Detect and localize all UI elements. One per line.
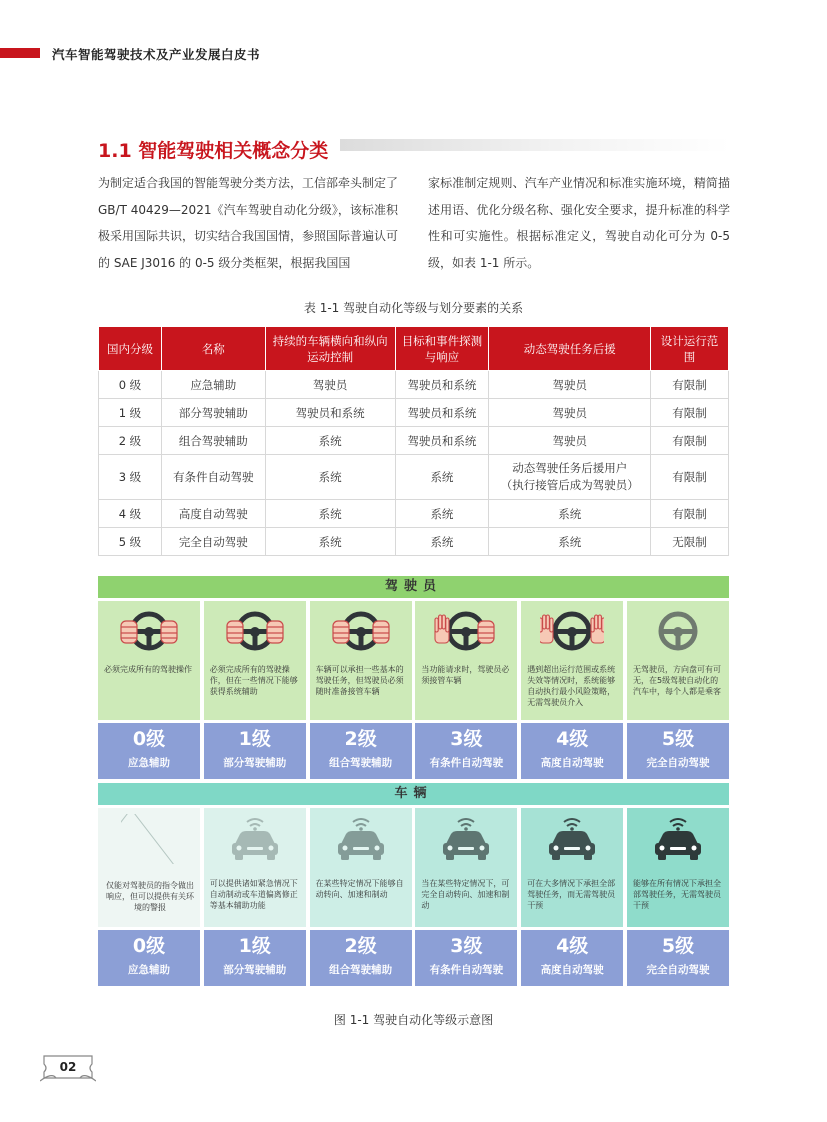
level-number: 5级 <box>661 935 695 957</box>
table-cell: 应急辅助 <box>161 371 265 399</box>
table-cell: 驾驶员和系统 <box>395 371 489 399</box>
table-header-cell: 目标和事件探测与响应 <box>395 327 489 371</box>
level-number: 5级 <box>661 728 695 750</box>
level-name: 高度自动驾驶 <box>540 964 604 976</box>
table-row <box>99 399 729 427</box>
table-cell: 系统 <box>265 500 395 528</box>
document-title: 汽车智能驾驶技术及产业发展白皮书 <box>52 47 261 62</box>
page-number: 02 <box>59 1060 77 1074</box>
vehicle-card <box>204 808 306 927</box>
table-cell: 有限制 <box>651 371 729 399</box>
level-number: 3级 <box>450 728 483 750</box>
table-cell: 高度自动驾驶 <box>161 500 265 528</box>
vehicle-card-text: 仅能对驾驶员的指令做出响应，但可以提供有关环境的警报 <box>106 881 194 912</box>
table-cell: 动态驾驶任务后援用户 （执行接管后成为驾驶员） <box>489 455 651 500</box>
vehicle-level-tile <box>98 930 200 986</box>
table-cell: 0 级 <box>99 371 162 399</box>
level-name: 应急辅助 <box>128 964 170 976</box>
driver-card-text: 遇到超出运行范围或系统失效等情况时，系统能够自动执行最小风险策略，无需驾驶员介入 <box>527 665 616 707</box>
table-cell: 3 级 <box>99 455 162 500</box>
vehicle-level-row <box>98 930 729 986</box>
driver-card <box>415 601 517 720</box>
table-cell: 有限制 <box>651 455 729 500</box>
section-title-underline <box>340 139 730 151</box>
level-name: 有条件自动驾驶 <box>429 757 504 769</box>
fallback-note: （执行接管后成为驾驶员） <box>500 478 639 492</box>
vehicle-card-text: 可在大多情况下承担全部驾驶任务，而无需驾驶员干预 <box>527 879 616 910</box>
driver-level-tile <box>415 723 517 779</box>
driver-card-text: 当功能请求时，驾驶员必须接管车辆 <box>421 665 510 685</box>
level-number: 2级 <box>344 728 377 750</box>
vehicle-level-tile <box>415 930 517 986</box>
table-cell: 5 级 <box>99 528 162 556</box>
level-number: 4级 <box>556 935 589 957</box>
vehicle-level-tile <box>521 930 623 986</box>
driver-level-tile <box>521 723 623 779</box>
steering-wheel-icon <box>329 607 393 657</box>
steering-wheel-icon <box>434 607 498 657</box>
connected-car-icon <box>650 814 706 868</box>
table-cell: 系统 <box>395 500 489 528</box>
driver-level-row <box>98 723 729 779</box>
vehicle-card <box>521 808 623 927</box>
table-row <box>99 427 729 455</box>
table-cell: 驾驶员和系统 <box>265 399 395 427</box>
connected-car-icon <box>438 814 494 868</box>
level-number: 3级 <box>450 935 483 957</box>
level-name: 高度自动驾驶 <box>540 757 604 769</box>
table-cell: 驾驶员 <box>265 371 395 399</box>
vehicle-card <box>415 808 517 927</box>
connected-car-icon <box>227 814 283 868</box>
table-cell: 有限制 <box>651 427 729 455</box>
figure-caption: 图 1-1 驾驶自动化等级示意图 <box>333 1013 494 1027</box>
vehicle-card <box>98 808 200 927</box>
table-cell: 1 级 <box>99 399 162 427</box>
vehicle-card <box>627 808 729 927</box>
vehicle-card-text: 可以提供诸如紧急情况下自动制动或车道偏离修正等基本辅助功能 <box>209 879 298 910</box>
automation-level-table <box>98 326 729 556</box>
level-name: 完全自动驾驶 <box>646 757 710 769</box>
table-cell: 驾驶员 <box>489 427 651 455</box>
vehicle-band: 车辆 <box>98 783 729 805</box>
level-name: 部分驾驶辅助 <box>223 964 287 976</box>
driver-card <box>627 601 729 720</box>
table-cell: 系统 <box>395 455 489 500</box>
level-number: 0级 <box>132 728 166 750</box>
table-cell: 4 级 <box>99 500 162 528</box>
level-name: 组合驾驶辅助 <box>329 964 393 976</box>
driver-card <box>204 601 306 720</box>
level-name: 部分驾驶辅助 <box>223 757 287 769</box>
level-name: 有条件自动驾驶 <box>429 964 504 976</box>
driver-level-tile <box>98 723 200 779</box>
vehicle-level-tile <box>310 930 412 986</box>
level-number: 1级 <box>238 935 271 957</box>
steering-wheel-icon <box>117 607 181 657</box>
table-header-cell: 持续的车辆横向和纵向运动控制 <box>265 327 395 371</box>
table-cell: 系统 <box>489 500 651 528</box>
table-row <box>99 455 729 500</box>
table-cell: 有限制 <box>651 500 729 528</box>
level-name: 完全自动驾驶 <box>646 964 710 976</box>
steering-wheel-icon <box>540 607 604 657</box>
level-number: 2级 <box>344 935 377 957</box>
level-number: 0级 <box>132 935 166 957</box>
driver-level-tile <box>627 723 729 779</box>
level-number: 4级 <box>556 728 589 750</box>
driver-card-row <box>98 601 729 720</box>
connected-car-icon <box>544 814 600 868</box>
table-cell: 系统 <box>265 455 395 500</box>
vehicle-card-text: 在某些特定情况下能够自动转向、加速和制动 <box>315 879 404 899</box>
driver-card <box>310 601 412 720</box>
table-cell: 有限制 <box>651 399 729 427</box>
table-cell: 2 级 <box>99 427 162 455</box>
vehicle-card-text: 当在某些特定情况下，可完全自动转向、加速和制动 <box>421 879 510 910</box>
vehicle-card <box>310 808 412 927</box>
body-paragraph-left: 为制定适合我国的智能驾驶分类方法，工信部牵头制定了 GB/T 40429—2021《汽车驾驶自动化分级》，该标准积极采用国际共识，切实结合我国国情，参照国际普遍认可的 SAE J3016 的 0-5 级分类框架，根据我国国 <box>98 176 399 270</box>
steering-wheel-icon <box>646 607 710 657</box>
vehicle-card-text: 能够在所有情况下承担全部驾驶任务，无需驾驶员干预 <box>632 879 721 910</box>
driver-band: 驾驶员 <box>98 576 729 598</box>
table-header-cell: 设计运行范围 <box>651 327 729 371</box>
table-header-row <box>99 327 729 371</box>
table-cell: 系统 <box>489 528 651 556</box>
section-title: 1.1 智能驾驶相关概念分类 <box>98 140 329 162</box>
table-cell: 系统 <box>265 528 395 556</box>
table-header-cell: 动态驾驶任务后援 <box>489 327 651 371</box>
table-row <box>99 371 729 399</box>
vehicle-level-tile <box>627 930 729 986</box>
table-header-cell: 国内分级 <box>99 327 162 371</box>
table-cell: 驾驶员和系统 <box>395 427 489 455</box>
driver-card-text: 车辆可以承担一些基本的驾驶任务，但驾驶员必须随时准备接管车辆 <box>315 665 404 696</box>
driver-level-tile <box>310 723 412 779</box>
table-cell: 系统 <box>265 427 395 455</box>
connected-car-icon <box>333 814 389 868</box>
driver-card-text: 必须完成所有的驾驶操作，但在一些情况下能够获得系统辅助 <box>209 665 298 696</box>
driver-level-tile <box>204 723 306 779</box>
table-cell: 驾驶员 <box>489 371 651 399</box>
table-caption: 表 1-1 驾驶自动化等级与划分要素的关系 <box>303 301 524 315</box>
level-name: 组合驾驶辅助 <box>329 757 393 769</box>
table-cell: 组合驾驶辅助 <box>161 427 265 455</box>
table-row <box>99 528 729 556</box>
vehicle-card-row <box>98 808 729 927</box>
level-number: 1级 <box>238 728 271 750</box>
body-paragraph-right: 家标准制定规则、汽车产业情况和标准实施环境，精简描述用语、优化分级名称、强化安全要求，提升标准的科学性和可实施性。根据标准定义，驾驶自动化可分为 0-5 级，如表 1-1 所示。 <box>428 176 730 270</box>
table-cell: 部分驾驶辅助 <box>161 399 265 427</box>
table-header-cell: 名称 <box>161 327 265 371</box>
header-accent-bar <box>0 48 40 58</box>
vehicle-level-tile <box>204 930 306 986</box>
table-row <box>99 500 729 528</box>
table-cell: 无限制 <box>651 528 729 556</box>
driver-card <box>521 601 623 720</box>
table-cell: 驾驶员和系统 <box>395 399 489 427</box>
driver-card-text: 无驾驶员，方向盘可有可无，在5级驾驶自动化的汽车中，每个人都是乘客 <box>632 665 721 696</box>
table-cell: 完全自动驾驶 <box>161 528 265 556</box>
driver-card-text: 必须完成所有的驾驶操作 <box>104 665 192 674</box>
placeholder-cross-icon <box>121 814 177 868</box>
steering-wheel-icon <box>223 607 287 657</box>
table-cell: 有条件自动驾驶 <box>161 455 265 500</box>
driver-card <box>98 601 200 720</box>
table-cell: 驾驶员 <box>489 399 651 427</box>
level-name: 应急辅助 <box>128 757 170 769</box>
table-cell: 系统 <box>395 528 489 556</box>
